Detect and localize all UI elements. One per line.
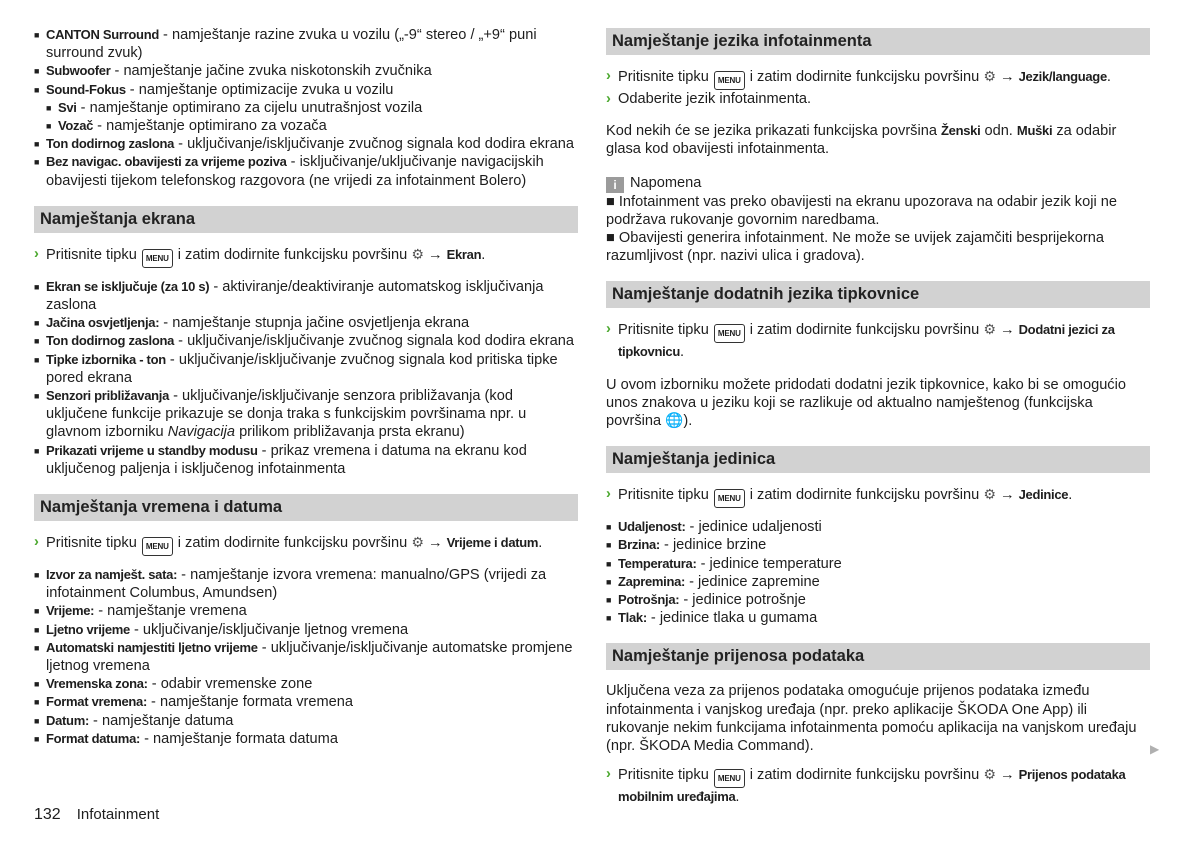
list-item: ■ Udaljenost: - jedinice udaljenosti [606, 518, 1150, 536]
menu-key-icon: MENU [714, 324, 745, 343]
step-language-select: › Odaberite jezik infotainmenta. [606, 91, 812, 107]
menu-key-icon: MENU [714, 769, 745, 788]
list-item: ■ Subwoofer - namještanje jačine zvuka niskotonskih zvučnika [34, 62, 578, 80]
left-column [34, 26, 578, 748]
list-item: ■ Ton dodirnog zaslona - uključivanje/isključivanje zvučnog signala kod dodira ekrana [34, 332, 578, 350]
list-item: ■ Zapremina: - jedinice zapremine [606, 573, 1150, 591]
list-item: ■ Ton dodirnog zaslona - uključivanje/isključivanje zvučnog signala kod dodira ekrana [34, 135, 578, 153]
page-footer [34, 806, 159, 824]
list-item: ■ Format datuma: - namještanje formata datuma [34, 730, 578, 748]
paragraph: Kod nekih će se jezika prikazati funkcijska površina Ženski odn. Muški za odabir glasa kod obavijesti infotainmenta. [606, 123, 1117, 158]
step-screen: › Pritisnite tipku MENU i zatim dodirnite funkcijsku površinu ⚙ → Ekran. [34, 245, 578, 268]
section-heading-data-transfer: Namještanje prijenosa podataka [606, 643, 1150, 670]
list-item: ■ Vremenska zona: - odabir vremenske zone [34, 675, 578, 693]
gear-icon: ⚙ [983, 68, 996, 84]
menu-key-icon: MENU [714, 489, 745, 508]
note-item: ■ Obavijesti generira infotainment. Ne može se uvijek zajamčiti besprijekorna razumljivost (npr. nazivi ulica i gradova). [606, 230, 1104, 265]
menu-key-icon: MENU [142, 249, 173, 268]
list-item: ■ Temperatura: - jedinice temperature [606, 555, 1150, 573]
list-item: ■ Senzori približavanja - uključivanje/isključivanje senzora približavanja (kod uključene funkcije prikazuje se donja traka s funkcijskim površinama npr. u glavnom izborniku Navigacija prilikom približavanja prsta ekranu) [34, 387, 578, 442]
step-arrow-icon: › [34, 245, 39, 262]
step-units: › Pritisnite tipku MENU i zatim dodirnite funkcijsku površinu ⚙ → Jedinice. [606, 485, 1150, 508]
section-heading-units: Namještanja jedinica [606, 446, 1150, 473]
paragraph: Uključena veza za prijenos podataka omogućuje prijenos podataka između infotainmenta i vanjskog uređaja (npr. preko aplikacije ŠKODA One App) ili rukovanje nekim funkcijama infotainmenta pomoću aplikacija na vanjskom uređaju (npr. ŠKODA Media Command). [606, 683, 1137, 755]
list-item: ■ Svi - namještanje optimirano za cijelu unutrašnjost vozila [46, 99, 578, 117]
list-item: ■ Jačina osvjetljenja: - namještanje stupnja jačine osvjetljenja ekrana [34, 314, 578, 332]
note-item: ■ Infotainment vas preko obavijesti na ekranu upozorava na odabir jezik koji ne podržava rukovanje govornim naredbama. [606, 193, 1117, 228]
section-heading-language: Namještanje jezika infotainmenta [606, 28, 1150, 55]
step-arrow-icon: › [606, 486, 611, 503]
list-item: ■ Ljetno vrijeme - uključivanje/isključivanje ljetnog vremena [34, 621, 578, 639]
step-data-transfer: › Pritisnite tipku MENU i zatim dodirnite funkcijsku površinu ⚙ → Prijenos podataka mobilnim uređajima. [606, 766, 1126, 806]
gear-icon: ⚙ [983, 486, 996, 503]
step-arrow-icon: › [606, 321, 611, 338]
step-arrow-icon: › [34, 534, 39, 551]
list-item: ■ Format vremena: - namještanje formata vremena [34, 693, 578, 711]
list-item: ■ Prikazati vrijeme u standby modusu - prikaz vremena i datuma na ekranu kod uključenog paljenja i isključenog infotainmenta [34, 442, 578, 478]
list-item: ■ Tipke izbornika - ton - uključivanje/isključivanje zvučnog signala kod pritiska tipke pored ekrana [34, 351, 578, 387]
list-item: ■ Datum: - namještanje datuma [34, 712, 578, 730]
list-item: ■ Potrošnja: - jedinice potrošnje [606, 591, 1150, 609]
info-icon: i [606, 177, 624, 193]
list-item: ■ Vozač - namještanje optimirano za vozača [46, 117, 578, 135]
gear-icon: ⚙ [983, 766, 996, 783]
globe-icon: 🌐 [665, 413, 684, 430]
note-heading: i Napomena [606, 173, 1150, 193]
list-item: ■ Automatski namjestiti ljetno vrijeme - uključivanje/isključivanje automatske promjene ljetnog vremena [34, 639, 578, 675]
list-item: ■ Izvor za namješt. sata: - namještanje izvora vremena: manualno/GPS (vrijedi za infotainment Columbus, Amundsen) [34, 566, 578, 602]
list-item: ■ Tlak: - jedinice tlaka u gumama [606, 609, 1150, 627]
list-item: ■ Brzina: - jedinice brzine [606, 536, 1150, 554]
menu-key-icon: MENU [142, 537, 173, 556]
right-column [606, 26, 1150, 806]
section-heading-time: Namještanja vremena i datuma [34, 494, 578, 521]
list-item: ■ Bez navigac. obavijesti za vrijeme poziva - isključivanje/uključivanje navigacijskih obavijesti tijekom telefonskog razgovora (ne vrijedi za infotainment Bolero) [34, 153, 578, 189]
gear-icon: ⚙ [411, 534, 424, 551]
list-item: ■ Vrijeme: - namještanje vremena [34, 602, 578, 620]
step-arrow-icon: › [606, 68, 611, 84]
section-heading-screen: Namještanja ekrana [34, 206, 578, 233]
section-heading-keyboard: Namještanje dodatnih jezika tipkovnice [606, 281, 1150, 308]
intro-list [34, 26, 578, 190]
menu-key-icon: MENU [714, 71, 745, 90]
gear-icon: ⚙ [983, 321, 996, 338]
step-arrow-icon: › [606, 91, 611, 107]
step-arrow-icon: › [606, 766, 611, 783]
step-keyboard: › Pritisnite tipku MENU i zatim dodirnite funkcijsku površinu ⚙ → Dodatni jezici za tipkovnicu. [606, 321, 1115, 361]
page-number: 132 [34, 806, 61, 823]
footer-section: Infotainment [76, 806, 160, 823]
list-item: ■ CANTON Surround - namještanje razine zvuka u vozilu („-9“ stereo / „+9“ puni surround zvuk) [34, 26, 578, 62]
list-item: ■ Ekran se isključuje (za 10 s) - aktiviranje/deaktiviranje automatskog isključivanja zaslona [34, 278, 578, 314]
paragraph: U ovom izborniku možete pridodati dodatni jezik tipkovnice, kako bi se omogućio unos znakova u jeziku koji se razlikuje od aktualno namještenog (funkcijska površina 🌐). [606, 376, 1126, 430]
step-time: › Pritisnite tipku MENU i zatim dodirnite funkcijsku površinu ⚙ → Vrijeme i datum. [34, 533, 578, 556]
gear-icon: ⚙ [411, 245, 424, 262]
list-item: ■ Sound-Fokus - namještanje optimizacije zvuka u vozilu [34, 81, 578, 99]
continue-arrow-icon: ▶ [1150, 742, 1160, 756]
step-language: › Pritisnite tipku MENU i zatim dodirnite funkcijsku površinu ⚙ → Jezik/language. [606, 67, 1150, 90]
